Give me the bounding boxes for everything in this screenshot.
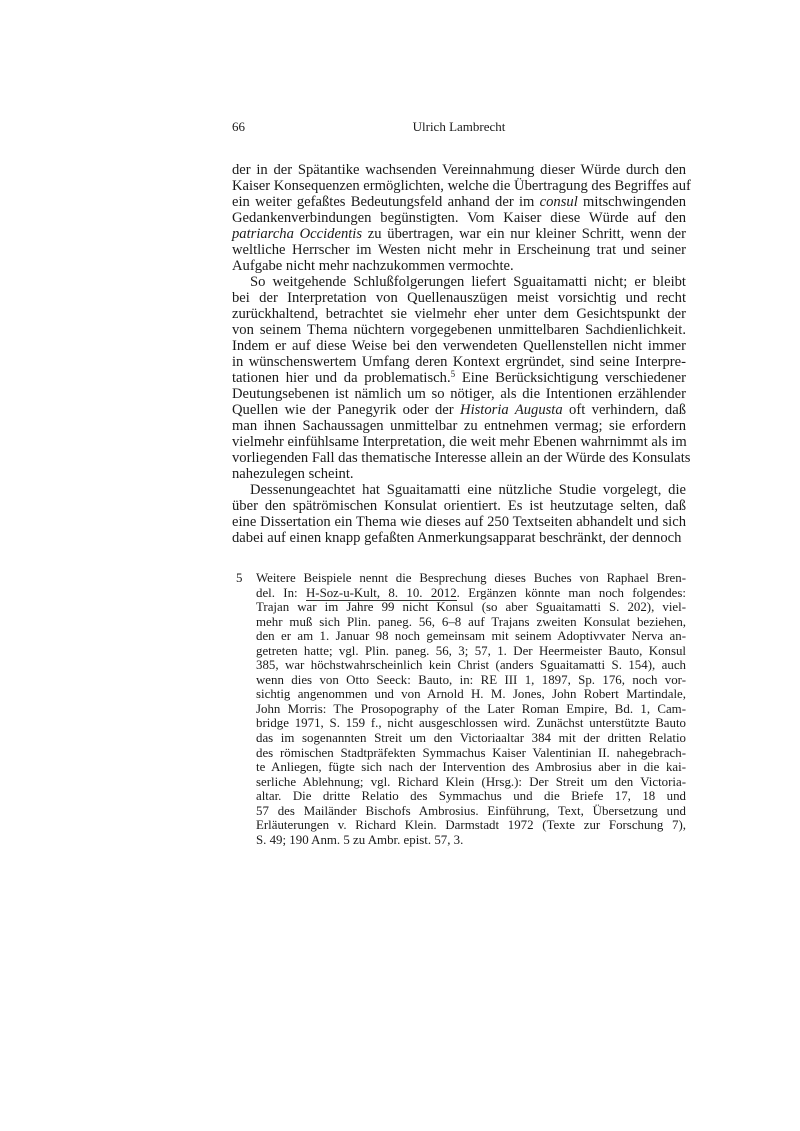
text-run: Erläuterungen v. Richard Klein. Darmstadt 1972 (Texte zur Forschung 7),: [256, 818, 686, 833]
text-line: [232, 274, 686, 290]
text-line: [232, 482, 686, 498]
text-line: [256, 586, 686, 601]
text-run: John Morris: The Prosopography of the Later Roman Empire, Bd. 1, Cam-: [256, 701, 686, 716]
text-line: [232, 386, 686, 402]
text-line: [256, 615, 686, 630]
text-line: [232, 322, 686, 338]
text-run: So weitgehende Schlußfolgerungen liefert Sguaitamatti nicht; er bleibt: [250, 274, 686, 290]
text-run: serliche Ablehnung; vgl. Richard Klein (Hrsg.): Der Streit um den Victoria-: [256, 774, 686, 789]
text-run: bei der Interpretation von Quellenauszügen meist vorsichtig und recht: [232, 290, 686, 306]
text-run: des römischen Stadtpräfekten Symmachus Kaiser Valentinian II. nahegebrach-: [256, 745, 686, 760]
footnote-text: [256, 571, 686, 847]
text-line: [256, 716, 686, 731]
text-run: Weitere Beispiele nennt die Besprechung dieses Buches von Raphael Bren-: [256, 571, 686, 585]
text-run: zurückhaltend, betrachtet sie vielmehr eher unter dem Gesichtspunkt der: [232, 306, 686, 322]
body-text: [232, 162, 691, 546]
text-line: [232, 258, 686, 274]
citation-link[interactable]: H-Soz-u-Kult, 8. 10. 2012: [305, 585, 457, 600]
text-line: [256, 658, 686, 673]
text-line: [232, 466, 686, 482]
text-run: Indem er auf diese Weise bei den verwendeten Quellenstellen nicht immer: [232, 338, 686, 354]
text-line: [256, 760, 686, 775]
text-line: [232, 194, 686, 210]
footnote-number: 5: [236, 571, 243, 585]
text-line: [256, 818, 686, 833]
text-run: in wünschenswertem Umfang deren Kontext ergründet, sind seine Interpre-: [232, 354, 686, 370]
text-line: [232, 370, 686, 386]
text-run: weltliche Herrscher im Westen nicht mehr in Erscheinung trat und seiner: [232, 242, 686, 258]
text-line: [232, 162, 686, 178]
text-run: der in der Spätantike wachsenden Vereinnahmung dieser Würde durch den: [232, 162, 686, 178]
text-line: [232, 498, 686, 514]
text-run: nahezulegen scheint.: [232, 466, 354, 482]
text-run: altar. Die dritte Relatio des Symmachus und die Briefe 17, 18 und: [256, 789, 686, 804]
text-run: tationen hier und da problematisch.: [232, 370, 451, 386]
text-line: [232, 178, 691, 194]
text-run: S. 49; 190 Anm. 5 zu Ambr. epist. 57, 3.: [256, 832, 464, 847]
text-line: [232, 210, 686, 226]
text-line: [232, 226, 686, 242]
text-line: [256, 600, 686, 615]
text-run: mitschwingenden: [577, 194, 686, 210]
text-line: [232, 450, 691, 466]
text-run: wenn dies von Otto Seeck: Bauto, in: RE III 1, 1897, Sp. 176, noch vor-: [256, 672, 686, 687]
text-run: 57 des Mailänder Bischofs Ambrosius. Einführung, Text, Übersetzung und: [256, 803, 686, 818]
text-line: [256, 731, 686, 746]
text-run: 385, war höchstwahrscheinlich kein Christ (anders Sguaitamatti S. 154), auch: [256, 658, 686, 673]
text-run: del. In:: [256, 585, 306, 600]
text-run: Deutungsebenen ist nämlich um so nötiger, als die Intentionen erzählender: [232, 386, 686, 402]
footnote-ref[interactable]: 5: [450, 369, 456, 379]
text-line: [232, 434, 686, 450]
text-run: eine Dissertation ein Thema wie dieses auf 250 Textseiten abhandelt und sich: [232, 514, 686, 530]
text-run: den er am 1. Januar 98 noch gemeinsam mit seinem Adoptivvater Nerva an-: [256, 629, 686, 644]
text-line: [256, 702, 686, 717]
text-line: [256, 789, 686, 804]
text-run: das im sogenannten Streit um den Victoriaaltar 384 mit der dritten Relatio: [256, 731, 686, 746]
text-line: [232, 290, 686, 306]
text-run: über den spätrömischen Konsulat orientiert. Es ist heutzutage selten, daß: [232, 498, 686, 514]
text-run: von seinem Thema nüchtern vorgegebenen unmittelbaren Sachdienlichkeit.: [232, 322, 686, 338]
text-run: zu übertragen, war ein nur kleiner Schritt, wenn der: [362, 226, 686, 242]
text-line: [256, 804, 686, 819]
text-run: vielmehr einfühlsame Interpretation, die weit mehr Ebenen wahrnimmt als im: [232, 434, 687, 450]
text-run: getreten hatte; vgl. Plin. paneg. 56, 3; 57, 1. Der Heermeister Bauto, Konsul: [256, 643, 686, 658]
text-run: vorliegenden Fall das thematische Interesse allein an der Würde des Konsulats: [232, 450, 691, 466]
text-line: [232, 402, 686, 418]
italic-text: patriarcha Occidentis: [232, 226, 363, 242]
text-line: [256, 571, 686, 586]
text-line: [232, 242, 686, 258]
text-line: [256, 746, 686, 761]
text-line: [256, 673, 686, 688]
text-run: oft verhindern, daß: [562, 402, 686, 418]
text-run: Kaiser Konsequenzen ermöglichten, welche die Übertragung des Begriffes auf: [232, 178, 691, 194]
text-run: Eine Berücksichtigung verschiedener: [455, 370, 686, 386]
text-run: ein weiter gefaßtes Bedeutungsfeld anhand der im: [232, 194, 540, 210]
text-run: sichtig angenommen und von Arnold H. M. Jones, John Robert Martindale,: [256, 687, 686, 702]
text-run: Aufgabe nicht mehr nachzukommen vermochte.: [232, 258, 514, 274]
text-run: Gedankenverbindungen begünstigten. Vom Kaiser diese Würde auf den: [232, 210, 686, 226]
text-line: [256, 833, 686, 848]
text-run: man ihnen Sachaussagen unmittelbar zu entnehmen vermag; sie erfordern: [232, 418, 686, 434]
text-line: [232, 418, 686, 434]
text-run: Quellen wie der Panegyrik oder der: [232, 402, 461, 418]
text-run: . Ergänzen könnte man noch folgendes:: [456, 585, 686, 600]
italic-text: Historia Augusta: [460, 402, 563, 418]
text-line: [256, 629, 686, 644]
text-run: Dessenungeachtet hat Sguaitamatti eine nützliche Studie vorgelegt, die: [250, 482, 686, 498]
text-run: mehr muß sich Plin. paneg. 56, 6–8 auf Trajans zweiten Konsulat beziehen,: [256, 614, 686, 629]
text-line: [256, 687, 686, 702]
text-line: [232, 530, 686, 546]
text-line: [256, 775, 686, 790]
running-head: Ulrich Lambrecht: [412, 119, 506, 134]
page-number: 66: [232, 119, 245, 134]
italic-text: consul: [539, 194, 578, 210]
text-line: [232, 514, 686, 530]
text-run: dabei auf einen knapp gefaßten Anmerkungsapparat beschränkt, der dennoch: [232, 530, 682, 546]
text-run: te Anliegen, fügte sich nach der Intervention des Ambrosius aber in die kai-: [256, 760, 686, 775]
text-run: Trajan war im Jahre 99 nicht Konsul (so aber Sguaitamatti S. 202), viel-: [256, 600, 686, 615]
text-line: [232, 338, 686, 354]
text-line: [232, 354, 686, 370]
text-run: bridge 1971, S. 159 f., nicht ausgeschlossen wird. Zunächst unterstützte Bauto: [256, 716, 686, 731]
text-line: [232, 306, 686, 322]
text-line: [256, 644, 686, 659]
